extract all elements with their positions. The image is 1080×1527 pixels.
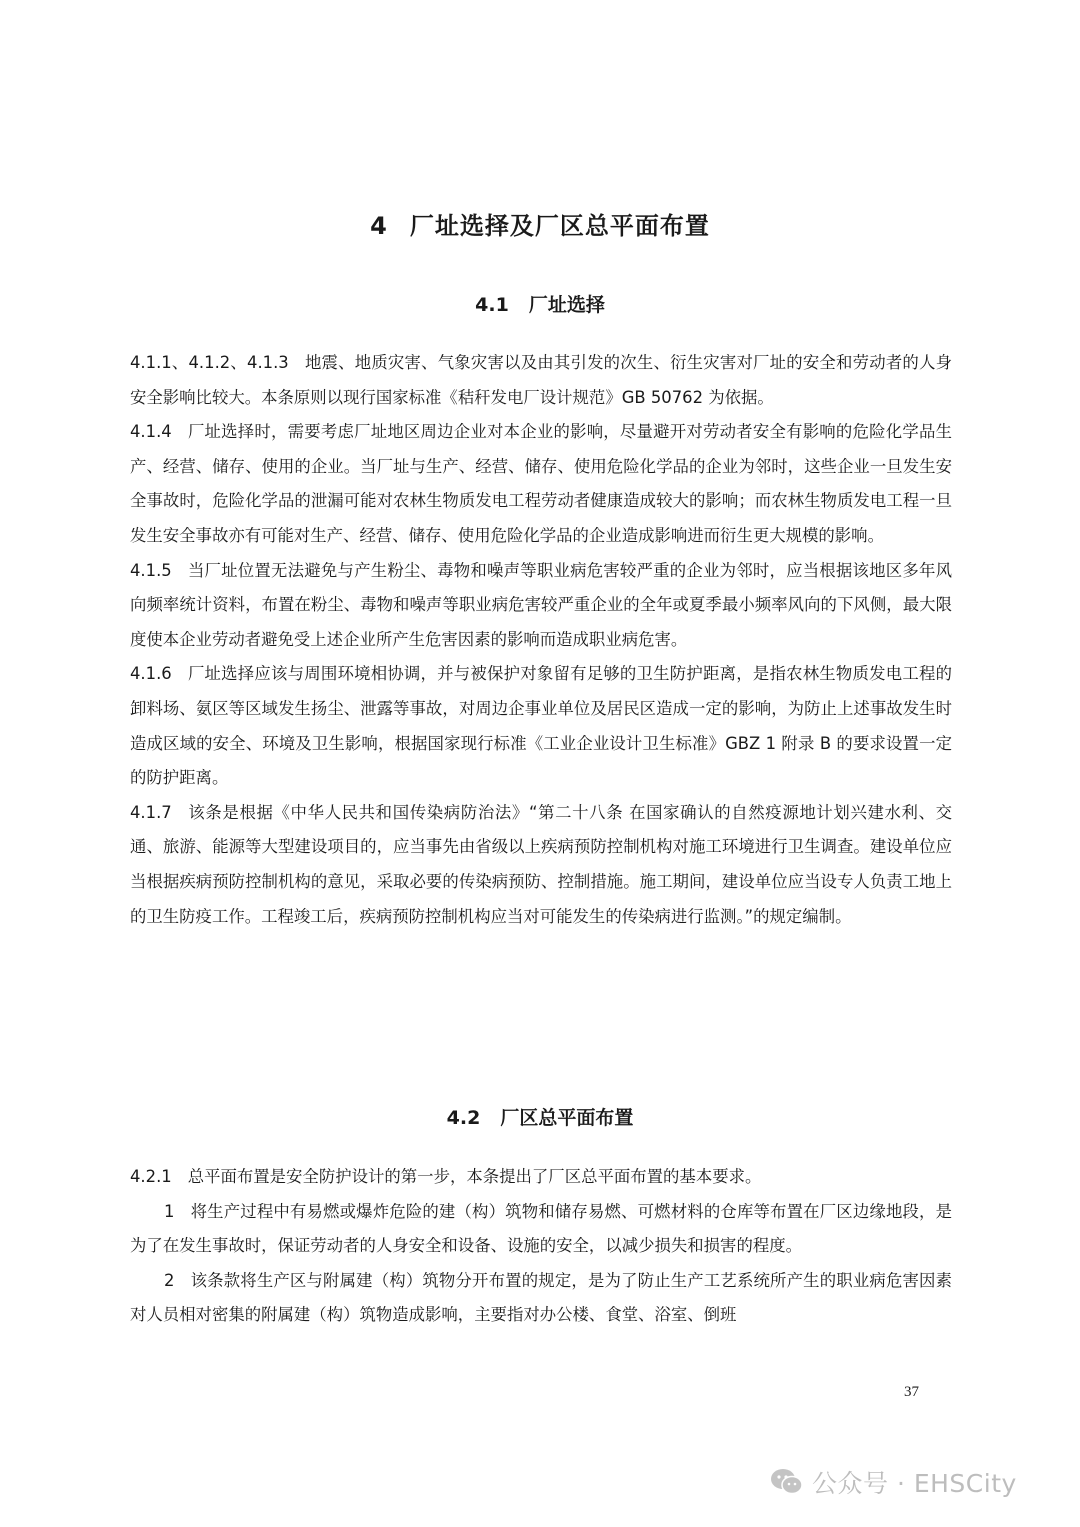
clause-text: 总平面布置是安全防护设计的第一步，本条提出了厂区总平面布置的基本要求。 — [187, 1167, 762, 1186]
section-4-2-body — [130, 1160, 952, 1333]
clause-code: 4.1.7 — [130, 802, 172, 822]
wechat-icon — [770, 1467, 804, 1497]
clause-4-1-6 — [130, 657, 952, 795]
clause-text: 该条是根据《中华人民共和国传染病防治法》“第二十八条 在国家确认的自然疫源地计划兴建水利、交通、旅游、能源等大型建设项目的，应当事先由省级以上疾病预防控制机构对施工环境进行卫生调查。建设单位应当根据疾病预防控制机构的意见，采取必要的传染病预防、控制措施。施工期间，建设单位应当设专人负责工地上的卫生防疫工作。工程竣工后，疾病预防控制机构应当对可能发生的传染病进行监测。”的规定编制。 — [130, 802, 952, 926]
item-text: 将生产过程中有易燃或爆炸危险的建（构）筑物和储存易燃、可燃材料的仓库等布置在厂区边缘地段，是为了在发生事故时，保证劳动者的人身安全和设备、设施的安全，以减少损失和损害的程度。 — [130, 1201, 952, 1256]
item-text: 该条款将生产区与附属建（构）筑物分开布置的规定，是为了防止生产工艺系统所产生的职业病危害因素对人员相对密集的附属建（构）筑物造成影响，主要指对办公楼、食堂、浴室、倒班 — [130, 1270, 952, 1325]
clause-4-1-4 — [130, 415, 952, 553]
item-number: 1 — [164, 1201, 175, 1221]
clause-4-1-5 — [130, 554, 952, 658]
section-title-text: 厂址选择 — [528, 294, 605, 316]
section-title-4-2 — [0, 1103, 1080, 1133]
clause-4-1-7 — [130, 796, 952, 934]
section-number: 4.2 — [446, 1107, 481, 1129]
list-item — [130, 1195, 952, 1264]
watermark-text: 公众号 · EHSCity — [812, 1469, 1017, 1498]
clause-code: 4.1.1、4.1.2、4.1.3 — [130, 353, 289, 372]
section-title-4-1 — [0, 290, 1080, 320]
list-item — [130, 1264, 952, 1333]
section-4-1-body — [130, 346, 952, 934]
clause-text: 当厂址位置无法避免与产生粉尘、毒物和噪声等职业病危害较严重的企业为邻时，应当根据该地区多年风向频率统计资料，布置在粉尘、毒物和噪声等职业病危害较严重企业的全年或夏季最小频率风向的下风侧，最大限度使本企业劳动者避免受上述企业所产生危害因素的影响而造成职业病危害。 — [130, 560, 952, 649]
section-title-text: 厂区总平面布置 — [500, 1107, 634, 1129]
clause-text: 地震、地质灾害、气象灾害以及由其引发的次生、衍生灾害对厂址的安全和劳动者的人身安全影响比较大。本条原则以现行国家标准《秸秆发电厂设计规范》GB 50762 为依据。 — [130, 353, 953, 407]
clause-code: 4.1.6 — [130, 664, 172, 684]
section-number: 4.1 — [475, 294, 509, 316]
clause-text: 厂址选择应该与周围环境相协调，并与被保护对象留有足够的卫生防护距离，是指农林生物质发电工程的卸料场、氨区等区域发生扬尘、泄露等事故，对周边企事业单位及居民区造成一定的影响，为防止上述事故发生时造成区域的安全、环境及卫生影响，根据国家现行标准《工业企业设计卫生标准》GBZ 1 附录 B 的要求设置一定的防护距离。 — [130, 664, 952, 788]
clause-text: 厂址选择时，需要考虑厂址地区周边企业对本企业的影响，尽量避开对劳动者安全有影响的危险化学品生产、经营、储存、使用的企业。当厂址与生产、经营、储存、使用危险化学品的企业为邻时，这些企业一旦发生安全事故时，危险化学品的泄漏可能对农林生物质发电工程劳动者健康造成较大的影响；而农林生物质发电工程一旦发生安全事故亦有可能对生产、经营、储存、使用危险化学品的企业造成影响进而衍生更大规模的影响。 — [130, 422, 952, 545]
page-number: 37 — [904, 1384, 919, 1400]
watermark — [770, 1462, 1017, 1502]
clause-4-2-1 — [130, 1160, 952, 1195]
chapter-number: 4 — [370, 212, 388, 240]
clause-code: 4.1.4 — [130, 422, 172, 442]
clause-code: 4.2.1 — [130, 1167, 172, 1186]
clause-4-1-1 — [130, 346, 952, 415]
chapter-title-text: 厂址选择及厂区总平面布置 — [409, 212, 710, 240]
item-number: 2 — [164, 1270, 175, 1290]
clause-code: 4.1.5 — [130, 560, 172, 580]
chapter-title — [0, 208, 1080, 244]
